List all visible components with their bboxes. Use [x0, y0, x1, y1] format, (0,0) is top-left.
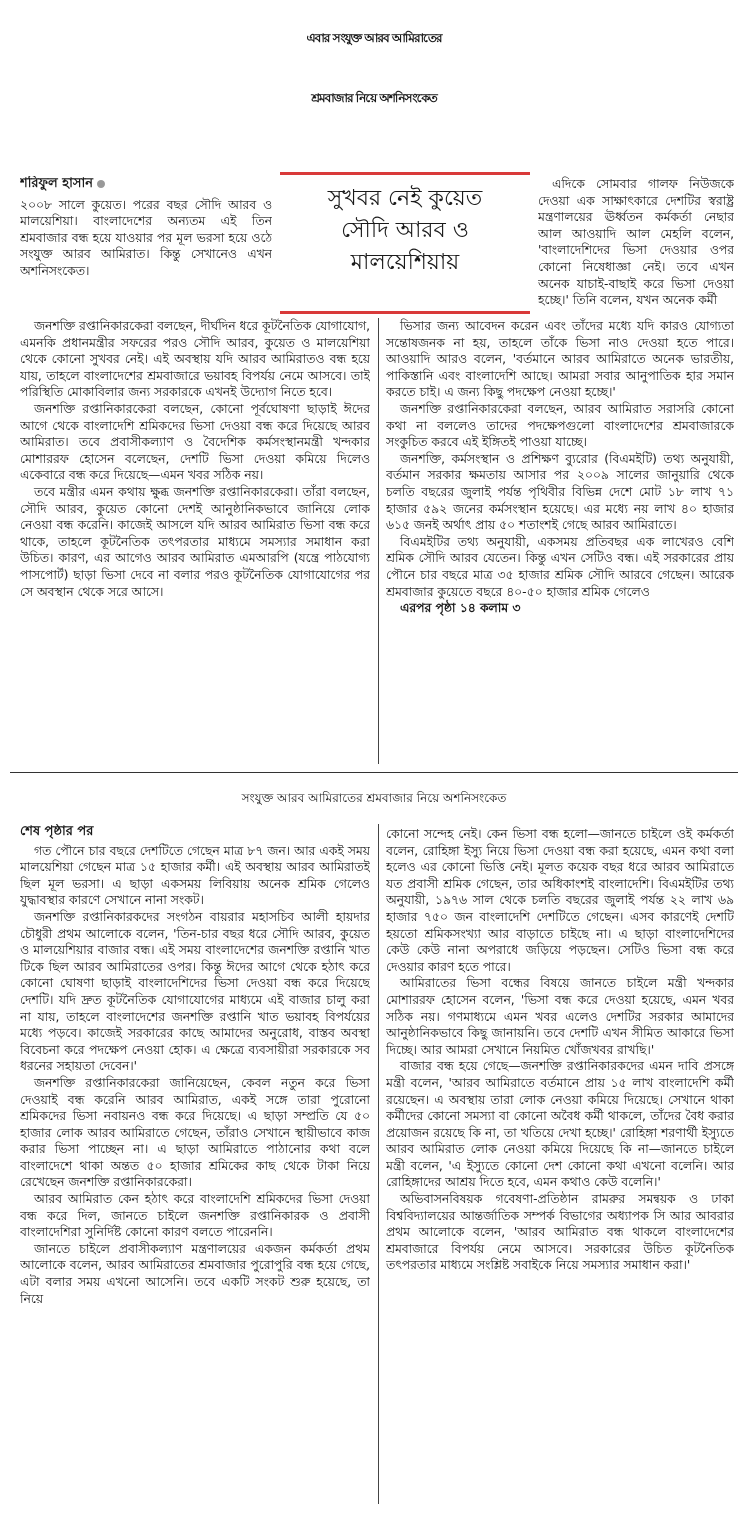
mid-left-paragraph-1: জনশক্তি রপ্তানিকারকেরা বলছেন, দীর্ঘদিন ধরে কূটনৈতিক যোগাযোগ, এমনকি প্রধানমন্ত্রীর সফরের পরও সৌদি আরব, কুয়েত ও মালয়েশিয়া থেকে কোনো সুখবর নেই। এই অবস্থায় যদি আরব আমিরাতও বন্ধ হয়ে যায়, তাহলে বাংলাদেশের শ্রমবাজারে ভয়াবহ বিপর্যয় নেমে আসবে। তাই পরিস্থিতি মোকাবিলার জন্য সরকারকে এখনই উদ্যোগ নিতে হবে।	[20, 319, 370, 400]
subhead-line-1: সুখবর নেই কুয়েত	[327, 186, 483, 211]
continued-label: শেষ পৃষ্ঠার পর	[20, 824, 94, 839]
byline	[20, 176, 272, 193]
main-headline	[0, 8, 748, 128]
column-divider-top	[378, 318, 379, 764]
headline-line-1: এবার সংযুক্ত আরব আমিরাতের	[306, 31, 442, 45]
bottom-left-paragraph-5: জানতে চাইলে প্রবাসীকল্যাণ মন্ত্রণালয়ের একজন কর্মকর্তা প্রথম আলোকে বলেন, আরব আমিরাতের শ্রমবাজার পুরোপুরি বন্ধ হয়ে গেছে, এটা বলার সময় এখনো আসেনি। তবে একটি সংকট শুরু হয়েছে, তা নিয়ে	[20, 1241, 370, 1306]
column-divider-bottom	[378, 824, 379, 1504]
mid-right-paragraph-3: জনশক্তি, কর্মসংস্থান ও প্রশিক্ষণ ব্যুরোর (বিএমইটি) তথ্য অনুযায়ী, বর্তমান সরকার ক্ষমতায় আসার পর ২০০৯ সালের জানুয়ারি থেকে চলতি বছরের জুলাই পর্যন্ত পৃথিবীর বিভিন্ন দেশে মোট ১৮ লাখ ৭১ হাজার ৫৯২ জনের কর্মসংস্থান হয়েছে। এর মধ্যে নয় লাখ ৪০ হাজার ৬১৫ জনই অর্থাৎ প্রায় ৫০ শতাংশই গেছে আরব আমিরাতে।	[386, 451, 734, 533]
continuation-headline: সংযুক্ত আরব আমিরাতের শ্রমবাজার নিয়ে অশনিসংকেত	[241, 791, 507, 805]
subhead-line-3: মালয়েশিয়ায়	[350, 250, 460, 275]
gulf-news-paragraph: এদিকে সোমবার গালফ নিউজকে দেওয়া এক সাক্ষাৎকারে দেশটির স্বরাষ্ট্র মন্ত্রণালয়ের ঊর্ধ্বতন কর্মকর্তা নেছার আল আওয়াদি আল মেহলি বলেন, 'বাংলাদেশিদের ভিসা দেওয়ার ওপর কোনো নিষেধাজ্ঞা নেই। তবে এখন অনেক যাচাই-বাছাই করে ভিসা দেওয়া হচ্ছে।' তিনি বলেন, যখন অনেক কর্মী	[538, 177, 734, 308]
jump-line: এরপর পৃষ্ঠা ১৪ কলাম ৩	[400, 601, 521, 616]
bottom-left-column	[20, 824, 370, 1514]
bottom-right-column	[386, 826, 734, 1514]
mid-right-paragraph-2: জনশক্তি রপ্তানিকারকেরা বলছেন, আরব আমিরাত সরাসরি কোনো কথা না বললেও তাদের পদক্ষেপগুলো বাংলাদেশের শ্রমবাজারকে সংকুচিত করবে এই ইঙ্গিতই পাওয়া যাচ্ছে।	[386, 401, 734, 450]
intro-paragraph: ২০০৮ সালে কুয়েত। পরের বছর সৌদি আরব ও মালয়েশিয়া। বাংলাদেশের অন্যতম এই তিন শ্রমবাজার বন্ধ হয়ে যাওয়ার পর মূল ভরসা হয়ে ওঠে সংযুক্ত আরব আমিরাত। কিন্তু সেখানেও এখন অশনিসংকেত।	[20, 197, 272, 278]
mid-right-paragraph-4: বিএমইটির তথ্য অনুযায়ী, একসময় প্রতিবছর এক লাখেরও বেশি শ্রমিক সৌদি আরব যেতেন। কিন্তু এখন সেটিও বন্ধ। এই সরকারের প্রায় পৌনে চার বছরে মাত্র ৩৫ হাজার শ্রমিক সৌদি আরবে গেছেন। আরেক শ্রমবাজার কুয়েতে বছরে ৪০-৫০ হাজার শ্রমিক গেলেও	[386, 534, 734, 599]
bottom-right-paragraph-3: বাজার বন্ধ হয়ে গেছে—জনশক্তি রপ্তানিকারকদের এমন দাবি প্রসঙ্গে মন্ত্রী বলেন, 'আরব আমিরাতে বর্তমানে প্রায় ১৫ লাখ বাংলাদেশি কর্মী রয়েছেন। এ অবস্থায় তারা লোক নেওয়া কমিয়ে দিয়েছে। সেখানে থাকা কর্মীদের কোনো সমস্যা বা কোনো অবৈধ কর্মী থাকলে, তাঁদের বৈধ করার প্রয়োজন রয়েছে কি না, তা খতিয়ে দেখা হচ্ছে।' রোহিঙ্গা শরণার্থী ইস্যুতে আরব আমিরাত লোক নেওয়া কমিয়ে দিয়েছে কি না—জানতে চাইলে মন্ত্রী বলেন, 'এ ইস্যুতে কোনো দেশ কোনো কথা এখনো বলেনি। আর রোহিঙ্গাদের আশ্রয় দিতে হবে, এমন কথাও কেউ বলেনি।'	[386, 1059, 734, 1190]
byline-dot-icon	[97, 180, 105, 188]
subhead-line-2: সৌদি আরব ও	[341, 218, 469, 243]
bottom-left-paragraph-3: জনশক্তি রপ্তানিকারকেরা জানিয়েছেন, কেবল নতুন করে ভিসা দেওয়াই বন্ধ করেনি আরব আমিরাত, একই সঙ্গে তারা পুরোনো শ্রমিকদের ভিসা নবায়নও বন্ধ করে দিয়েছে। এ ছাড়া সম্প্রতি যে ৫০ হাজার লোক আরব আমিরাতে গেছেন, তাঁরাও সেখানে স্থায়ীভাবে কাজ করার ভিসা পাচ্ছেন না। এ ছাড়া আমিরাতে পাঠানোর কথা বলে বাংলাদেশে থাকা অন্তত ৫০ হাজার শ্রমিকের কাছ থেকে টাকা নিয়ে রেখেছেন জনশক্তি রপ্তানিকারকেরা।	[20, 1075, 370, 1190]
subheadline-box	[280, 172, 530, 314]
bottom-left-paragraph-1: গত পৌনে চার বছরে দেশটিতে গেছেন মাত্র ৮৭ জন। আর একই সময় মালয়েশিয়া গেছেন মাত্র ১৫ হাজার কর্মী। এই অবস্থায় আরব আমিরাতই ছিল মূল ভরসা। এ ছাড়া একসময় লিবিয়ায় অনেক শ্রমিক গেলেও যুদ্ধাবস্থার কারণে সেখানে নানা সংকট।	[20, 843, 370, 908]
mid-right-paragraph-1: ভিসার জন্য আবেদন করেন এবং তাঁদের মধ্যে যদি কারও যোগ্যতা সন্তোষজনক না হয়, তাহলে তাঁকে ভিসা নাও দেওয়া হতে পারে। আওয়াদি আরও বলেন, 'বর্তমানে আরব আমিরাতে অনেক ভারতীয়, পাকিস্তানি এবং বাংলাদেশি আছে। আমরা সবার আনুপাতিক হার সমান করতে চাই। এ জন্য কিছু পদক্ষেপ নেওয়া হচ্ছে।'	[386, 319, 734, 400]
top-left-column	[20, 176, 272, 310]
mid-right-column	[386, 318, 734, 768]
mid-left-column	[20, 318, 370, 764]
bottom-right-paragraph-2: আমিরাতের ভিসা বন্ধের বিষয়ে জানতে চাইলে মন্ত্রী খন্দকার মোশাররফ হোসেন বলেন, 'ভিসা বন্ধ করে দেওয়া হয়েছে, এমন খবর সঠিক নয়। গণমাধ্যমে এমন খবর এলেও দেশটির সরকার আমাদের আনুষ্ঠানিকভাবে কিছু জানায়নি। তবে দেশটি এখন সীমিত আকারে ভিসা দিচ্ছে। আর আমরা সেখানে নিয়মিত খোঁজখবর রাখছি।'	[386, 976, 734, 1057]
bottom-left-paragraph-4: আরব আমিরাত কেন হঠাৎ করে বাংলাদেশি শ্রমিকদের ভিসা দেওয়া বন্ধ করে দিল, জানতে চাইলে জনশক্তি রপ্তানিকারক ও প্রবাসী বাংলাদেশিরা সুনির্দিষ্ট কোনো কারণ বলতে পারেননি।	[20, 1192, 370, 1240]
bottom-left-paragraph-2: জনশক্তি রপ্তানিকারকদের সংগঠন বায়রার মহাসচিব আলী হায়দার চৌধুরী প্রথম আলোকে বলেন, 'তিন-চার বছর ধরে সৌদি আরব, কুয়েত ও মালয়েশিয়ার বাজার বন্ধ। এই সময় বাংলাদেশের জনশক্তি রপ্তানি খাত টিকে ছিল আরব আমিরাতের ওপর। কিন্তু ঈদের আগে থেকে হঠাৎ করে কোনো ঘোষণা ছাড়াই বাংলাদেশিদের ভিসা দেওয়া বন্ধ করে দিয়েছে দেশটি। যদি দ্রুত কূটনৈতিক যোগাযোগের মাধ্যমে এই বাজার চালু করা না যায়, তাহলে বাংলাদেশের জনশক্তি রপ্তানি খাত ভয়াবহ বিপর্যয়ের মধ্যে পড়বে। কাজেই সরকারের কাছে আমাদের অনুরোধ, বাস্তব অবস্থা বিবেচনা করে পদক্ষেপ নেওয়া হোক। এ ক্ষেত্রে ব্যবসায়ীরা সরকারকে সব ধরনের সহায়তা দেবেন।'	[20, 909, 370, 1074]
mid-left-paragraph-2: জনশক্তি রপ্তানিকারকেরা বলছেন, কোনো পূর্বঘোষণা ছাড়াই ঈদের আগে থেকে বাংলাদেশি শ্রমিকদের ভিসা দেওয়া বন্ধ করে দিয়েছে আরব আমিরাত। তবে প্রবাসীকল্যাণ ও বৈদেশিক কর্মসংস্থানমন্ত্রী খন্দকার মোশাররফ হোসেন বলেছেন, দেশটি ভিসা দেওয়া কমিয়ে দিলেও একেবারে বন্ধ করে দিয়েছে—এমন খবর সঠিক নয়।	[20, 401, 370, 483]
bottom-right-paragraph-1: কোনো সন্দেহ নেই। কেন ভিসা বন্ধ হলো—জানতে চাইলে ওই কর্মকর্তা বলেন, রোহিঙ্গা ইস্যু নিয়ে ভিসা দেওয়া বন্ধ করা হয়েছে, এমন কথা বলা হলেও এর কোনো ভিত্তি নেই। মূলত কয়েক বছর ধরে আরব আমিরাতে যত প্রবাসী শ্রমিক গেছেন, তার অধিকাংশই বাংলাদেশি। বিএমইটির তথ্য অনুযায়ী, ১৯৭৬ সাল থেকে চলতি বছরের জুলাই পর্যন্ত ২২ লাখ ৬৯ হাজার ৭৫০ জন বাংলাদেশি দেশটিতে গেছেন। এসব কারণেই দেশটি হয়তো শ্রমিকসংখ্যা আর বাড়াতে চাইছে না। এ ছাড়া বাংলাদেশিদের কেউ কেউ নানা অপরাধে জড়িয়ে পড়ছেন। সেটিও ভিসা বন্ধ করে দেওয়ার কারণ হতে পারে।	[386, 827, 734, 974]
section-divider	[10, 772, 738, 773]
byline-text: শরিফুল হাসান	[20, 176, 93, 191]
headline-line-2: শ্রমবাজার নিয়ে অশনিসংকেত	[311, 91, 437, 105]
top-right-column	[538, 176, 734, 310]
bottom-right-paragraph-4: অভিবাসনবিষয়ক গবেষণা-প্রতিষ্ঠান রামরুর সমন্বয়ক ও ঢাকা বিশ্ববিদ্যালয়ের আন্তর্জাতিক সম্পর্ক বিভাগের অধ্যাপক সি আর আবরার প্রথম আলোকে বলেন, 'আরব আমিরাত বন্ধ থাকলে বাংলাদেশের শ্রমবাজারে বিপর্যয় নেমে আসবে। সরকারের উচিত কূটনৈতিক তৎপরতার মাধ্যমে সংশ্লিষ্ট সবাইকে নিয়ে সমস্যার সমাধান করা।'	[386, 1192, 734, 1273]
mid-left-paragraph-3: তবে মন্ত্রীর এমন কথায় ক্ষুব্ধ জনশক্তি রপ্তানিকারকেরা। তাঁরা বলছেন, সৌদি আরব, কুয়েত কোনো দেশই আনুষ্ঠানিকভাবে জানিয়ে লোক নেওয়া বন্ধ করেনি। কাজেই আসলে যদি আরব আমিরাত ভিসা বন্ধ করে থাকে, তাহলে কূটনৈতিক তৎপরতার মাধ্যমে সমস্যার সমাধান করা উচিত। কারণ, এর আগেও আরব আমিরাত এমআরপি (যন্ত্রে পাঠযোগ্য পাসপোর্ট) ছাড়া ভিসা দেবে না বলার পরও কূটনৈতিক যোগাযোগের পর সে অবস্থান থেকে সরে আসে।	[20, 484, 370, 599]
